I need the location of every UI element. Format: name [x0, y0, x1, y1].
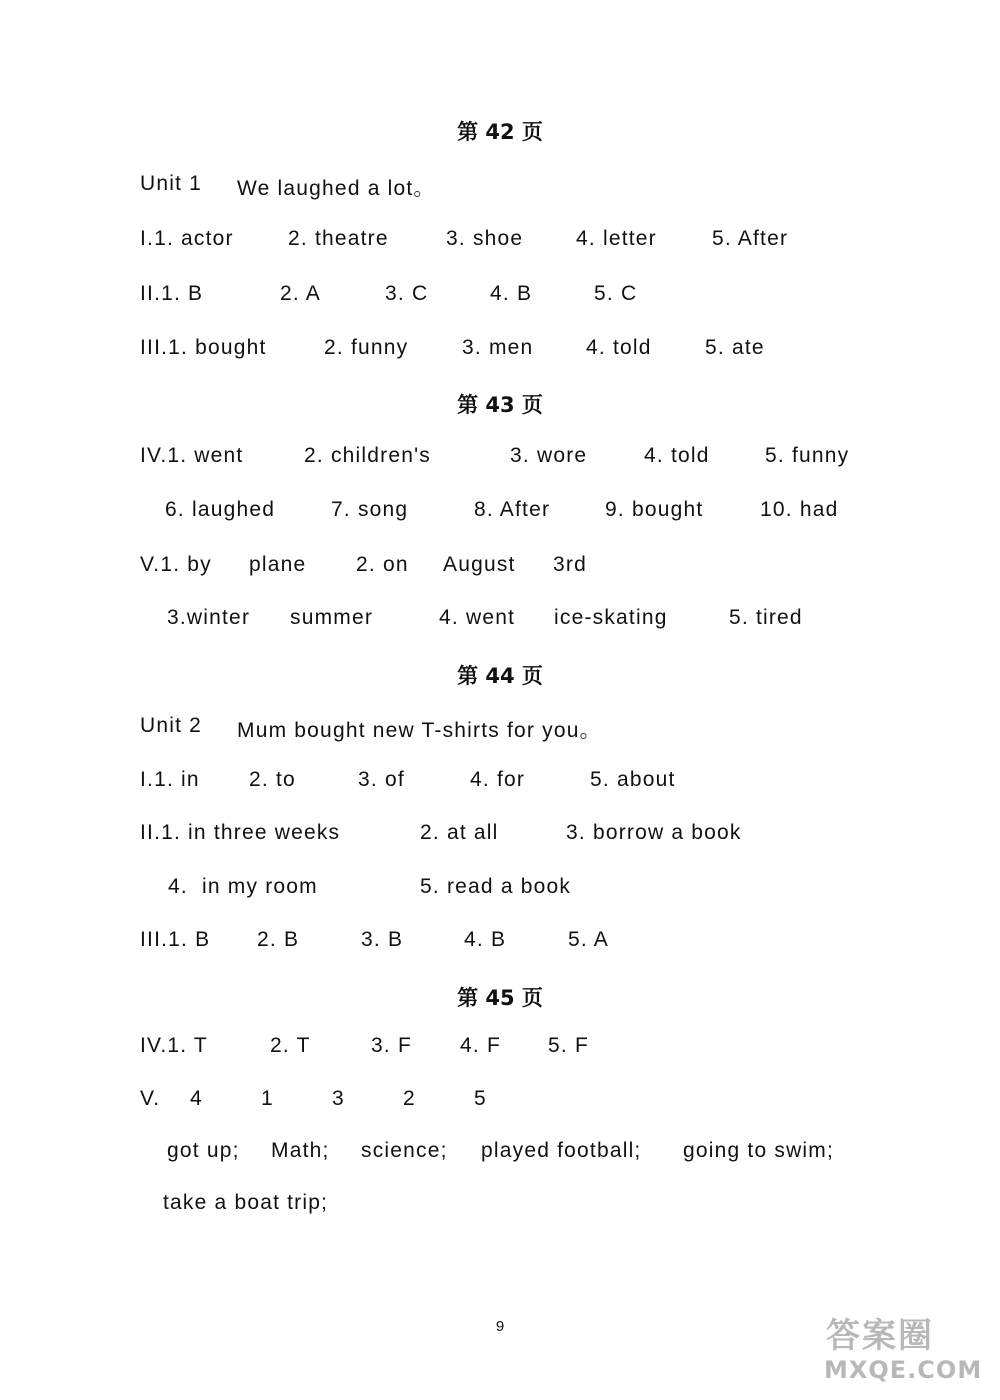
answer: got up;: [167, 1139, 240, 1162]
answer: 4. told: [586, 336, 652, 359]
answer: 2. to: [249, 768, 296, 791]
answer: plane: [249, 553, 307, 576]
answer: 3. shoe: [446, 227, 524, 250]
answer: 5. about: [590, 768, 676, 791]
answer: 3rd: [553, 553, 587, 576]
answer: going to swim;: [683, 1139, 835, 1162]
answer: II.1. B: [140, 282, 204, 305]
answer: I.1. in: [140, 768, 200, 791]
unit-2-label: Unit 2: [140, 714, 203, 737]
watermark-logo: [820, 1308, 990, 1392]
answer: 3. men: [462, 336, 534, 359]
answer: 3. of: [358, 768, 405, 791]
answer: 3. borrow a book: [566, 821, 742, 844]
answer: 7. song: [331, 498, 409, 521]
answer: 2. at all: [420, 821, 499, 844]
answer: 2. T: [270, 1034, 311, 1057]
page-heading-44: 第 44 页: [457, 664, 543, 688]
answer: played football;: [481, 1139, 642, 1162]
answer: ice-skating: [554, 606, 668, 629]
answer: 5. A: [568, 928, 609, 951]
answer: 3. F: [371, 1034, 412, 1057]
answer: 4. B: [490, 282, 533, 305]
answer: 10. had: [760, 498, 839, 521]
answer: 4: [190, 1087, 203, 1110]
answer: III.1. B: [140, 928, 211, 951]
answer: 2. on: [356, 553, 409, 576]
answer: 2. funny: [324, 336, 409, 359]
answer: 8. After: [474, 498, 551, 521]
answer: 3: [332, 1087, 345, 1110]
answer: 4. B: [464, 928, 507, 951]
answer: August: [443, 553, 516, 576]
answer: IV.1. T: [140, 1034, 208, 1057]
page-heading-45: 第 45 页: [457, 986, 543, 1010]
answer: 3.winter: [167, 606, 251, 629]
answer: 2. A: [280, 282, 321, 305]
answer: 2. theatre: [288, 227, 389, 250]
answer: 1: [261, 1087, 274, 1110]
answer: 5. ate: [705, 336, 765, 359]
answer: IV.1. went: [140, 444, 244, 467]
answer: 5. C: [594, 282, 638, 305]
answer: 5: [474, 1087, 487, 1110]
watermark-text: 答案圈: [826, 1316, 934, 1356]
unit-1-title: We laughed a lot。: [237, 177, 436, 200]
page-heading-43: 第 43 页: [457, 393, 543, 417]
answer: Math;: [271, 1139, 330, 1162]
answer: 4. in my room: [168, 875, 318, 898]
answer: science;: [361, 1139, 448, 1162]
answer: II.1. in three weeks: [140, 821, 341, 844]
answer: V.1. by: [140, 553, 212, 576]
answer: 4. letter: [576, 227, 657, 250]
page-number: 9: [495, 1318, 505, 1335]
page-heading-42: 第 42 页: [457, 120, 543, 144]
answer: 9. bought: [605, 498, 704, 521]
answer: 4. F: [460, 1034, 501, 1057]
answer: 5. After: [712, 227, 789, 250]
answer: I.1. actor: [140, 227, 234, 250]
answer: 5. funny: [765, 444, 850, 467]
answer: 4. told: [644, 444, 710, 467]
answer: 2. children's: [304, 444, 431, 467]
answer: V.: [140, 1087, 161, 1110]
answer: summer: [290, 606, 374, 629]
answer: 5. tired: [729, 606, 803, 629]
answer: 3. B: [361, 928, 404, 951]
answer: 5. read a book: [420, 875, 572, 898]
answer: 6. laughed: [165, 498, 276, 521]
answer: 4. went: [439, 606, 516, 629]
answer: 3. wore: [510, 444, 588, 467]
answer: III.1. bought: [140, 336, 267, 359]
unit-1-label: Unit 1: [140, 172, 203, 195]
answer: 4. for: [470, 768, 526, 791]
answer: 5. F: [548, 1034, 589, 1057]
answer: 3. C: [385, 282, 429, 305]
watermark-url: MXQE.COM: [824, 1356, 983, 1384]
unit-2-title: Mum bought new T-shirts for you。: [237, 719, 602, 742]
answer: take a boat trip;: [163, 1191, 329, 1214]
answer: 2: [403, 1087, 416, 1110]
answer: 2. B: [257, 928, 300, 951]
